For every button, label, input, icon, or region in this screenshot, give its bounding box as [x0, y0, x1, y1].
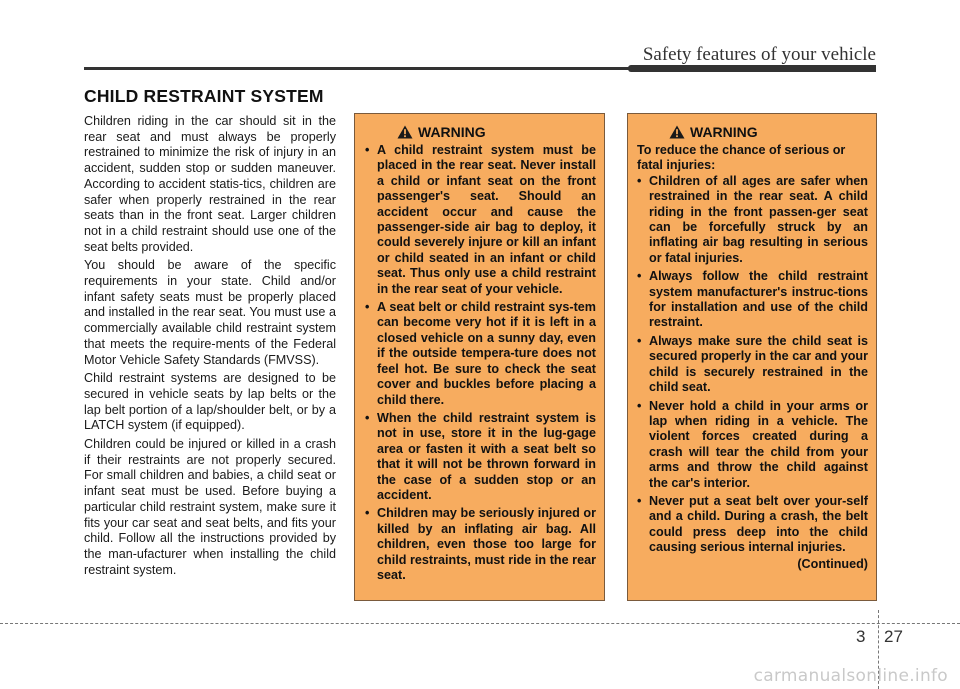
- body-paragraph: Children could be injured or killed in a crash if their restraints are not properly secured. For small children and babies, a child seat or infant seat must be used. Before buying a particular child restraint system, make sure it fits your car seat and seat belts, and fits your child. Follow all the instructions provided by the man-ufacturer when installing the child restraint system.: [84, 437, 336, 577]
- bullet: •: [637, 398, 642, 413]
- bullet: •: [365, 410, 370, 425]
- continued-note: (Continued): [797, 556, 868, 571]
- warning-item-text: A child restraint system must be placed in the rear seat. Never install a child or infant seat on the front passenger's seat. Should an accident occur and cause the passenger-side air bag to deploy, it could severely injure or kill an infant or child seated in an infant or child seat. Thus only use a child restraint in the rear seat of your vehicle.: [377, 143, 596, 296]
- warning-item-text: When the child restraint system is not in use, store it in the lug-gage area or fasten it with a seat belt so that it will not be thrown forward in the case of a sudden stop or an accident.: [377, 410, 596, 502]
- warning-triangle-icon: [397, 125, 413, 139]
- warning-box-1: [354, 113, 605, 601]
- watermark: carmanualsonline.info: [753, 666, 948, 686]
- warning-list: [637, 174, 868, 556]
- warning-title: WARNING: [690, 124, 758, 140]
- warning-item-text: Children may be seriously injured or killed by an inflating air bag. All children, even those too large for child restraints, must ride in the rear seat.: [377, 506, 596, 582]
- bullet: •: [637, 269, 642, 284]
- warning-item: [365, 506, 596, 583]
- header-rule-accent: [628, 65, 876, 72]
- warning-title: WARNING: [418, 124, 486, 140]
- page-number: 27: [884, 627, 903, 646]
- footer-rule: [0, 623, 960, 624]
- warning-item: [637, 399, 868, 491]
- section-heading: CHILD RESTRAINT SYSTEM: [84, 86, 324, 106]
- body-paragraph: Child restraint systems are designed to be secured in vehicle seats by lap belts or the lap belt portion of a lap/shoulder belt, or by a LATCH system (if equipped).: [84, 371, 336, 433]
- warning-item: [637, 334, 868, 396]
- bullet: •: [365, 300, 370, 315]
- warning-header: [669, 124, 868, 140]
- bullet: •: [365, 506, 370, 521]
- body-paragraph: You should be aware of the specific requirements in your state. Child and/or infant safety seats must be properly placed and installed in the rear seat. You must use a commercially available child restraint system that meets the require-ments of the Federal Motor Vehicle Safety Standards (FMVSS).: [84, 258, 336, 367]
- body-paragraph: Children riding in the car should sit in the rear seat and must always be properly restrained to minimize the risk of injury in an accident, sudden stop or sudden maneuver. According to accident statis-tics, children are safer when properly restrained in the rear seats than in the front seat. Larger children not in a child restraint should use one of the seat belts provided.: [84, 114, 336, 254]
- warning-item-text: Always follow the child restraint system manufacturer's instruc-tions for installation and use of the child restraint.: [649, 269, 868, 330]
- warning-intro: To reduce the chance of serious or fatal injuries:: [637, 143, 846, 173]
- warning-item: [365, 143, 596, 297]
- warning-item-text: A seat belt or child restraint sys-tem can become very hot if it is left in a closed vehicle on a sunny day, even if the outside tempera-ture does not feel hot. Be sure to check the seat cover and buckles before placing a child there.: [377, 300, 596, 407]
- warning-item-text: Never put a seat belt over your-self and a child. During a crash, the belt could press deep into the child causing serious internal injuries.: [649, 493, 868, 555]
- warning-item: [365, 300, 596, 408]
- warning-item: [637, 494, 868, 556]
- warning-triangle-icon: [669, 125, 685, 139]
- warning-item: [637, 269, 868, 331]
- warning-header: [397, 124, 596, 140]
- warning-item: [365, 411, 596, 503]
- bullet: •: [637, 333, 642, 348]
- bullet: •: [365, 143, 370, 157]
- header-title: Safety features of your vehicle: [642, 44, 876, 65]
- chapter-number: 3: [856, 627, 866, 646]
- warning-item-text: Children of all ages are safer when restrained in the rear seat. A child riding in the front passen-ger seat can be forcefully struck by an inflating air bag resulting in serious or fatal injuries.: [649, 173, 868, 265]
- bullet: •: [637, 493, 642, 508]
- body-text-column: [84, 114, 336, 581]
- warning-item-text: Never hold a child in your arms or lap when riding in a vehicle. The violent forces created during a crash will tear the child from your arms and throw the child against the car's interior.: [649, 398, 868, 490]
- warning-list: [365, 143, 596, 583]
- warning-box-2: [627, 113, 877, 601]
- warning-item: [637, 174, 868, 266]
- bullet: •: [637, 173, 642, 188]
- warning-item-text: Always make sure the child seat is secured properly in the car and your child is securely restrained in the child seat.: [649, 333, 868, 395]
